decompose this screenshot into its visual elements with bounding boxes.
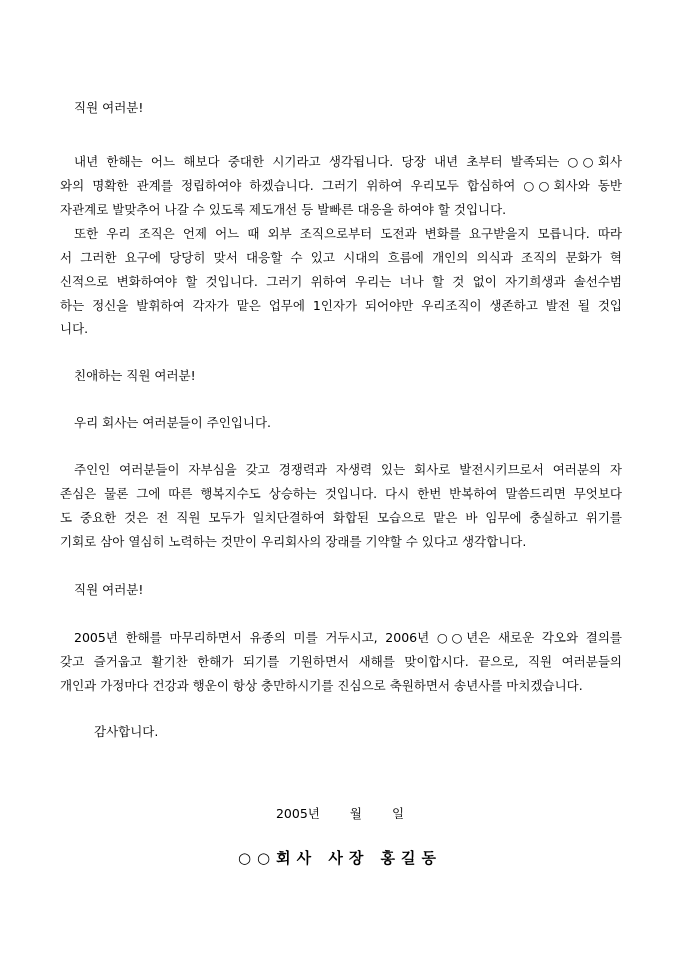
para-4-line-4: 기회로 삼아 열심히 노력하는 것만이 우리회사의 장래를 기약할 수 있다고 생각합니다. [60,534,527,549]
para-2-line-1: 또한 우리 조직은 언제 어느 때 외부 조직으로부터 도전과 변화를 요구받을지 모릅니다. 따라 [74,226,622,241]
para-2-line-5: 니다. [60,321,89,336]
para-1-line-3: 자관계로 발맞추어 나갈 수 있도록 제도개선 등 발빠른 대응을 하여야 할 것입니다. [60,202,507,217]
greeting-3: 직원 여러분! [74,582,144,597]
para-3: 우리 회사는 여러분들이 주인입니다. [74,415,272,430]
signature: ○○회사 사장 홍길동 [237,849,443,867]
para-5-line-1: 2005년 한해를 마무리하면서 유종의 미를 거두시고, 2006년 ○○년은 새로운 각오와 결의를 [74,630,622,645]
date-day: 일 [391,806,405,821]
date-month: 월 [349,806,362,821]
date-line [0,806,680,822]
para-5-line-2: 갖고 즐거웁고 활기찬 한해가 되기를 기원하면서 새해를 맞이합시다. 끝으로, 직원 여러분들의 [60,654,622,669]
para-1-line-2: 와의 명확한 관계를 정립하여야 하겠습니다. 그러기 위하여 우리모두 합심하여 ○○회사와 동반 [60,178,622,193]
greeting-1: 직원 여러분! [74,100,144,115]
para-4-line-2: 존심은 물론 그에 따른 행복지수도 상승하는 것입니다. 다시 한번 반복하여 말씀드리면 무엇보다 [60,486,622,501]
para-5-line-3: 개인과 가정마다 건강과 행운이 항상 충만하시기를 진심으로 축원하면서 송년사를 마치겠습니다. [60,678,583,693]
para-2-line-2: 서 그러한 요구에 당당히 맞서 대응할 수 있고 시대의 흐름에 개인의 의식과 조직의 문화가 혁 [60,250,622,265]
greeting-2: 친애하는 직원 여러분! [74,368,196,383]
para-4-line-3: 도 중요한 것은 전 직원 모두가 일치단결하여 화합된 모습으로 맡은 바 임무에 충실하고 위기를 [60,510,622,525]
para-1-line-1: 내년 한해는 어느 해보다 중대한 시기라고 생각됩니다. 당장 내년 초부터 발족되는 ○○회사 [74,154,622,169]
para-4-line-1: 주인인 여러분들이 자부심을 갖고 경쟁력과 자생력 있는 회사로 발전시키므로서 여러분의 자 [74,462,622,477]
date-year: 2005년 [275,806,320,821]
para-2-line-3: 신적으로 변화하여야 할 것입니다. 그러기 위하여 우리는 너나 할 것 없이 자기희생과 솔선수범 [60,274,622,289]
para-2-line-4: 하는 정신을 발휘하여 각자가 맡은 업무에 1인자가 되어야만 우리조직이 생존하고 발전 될 것입 [60,298,622,313]
closing: 감사합니다. [94,724,159,739]
